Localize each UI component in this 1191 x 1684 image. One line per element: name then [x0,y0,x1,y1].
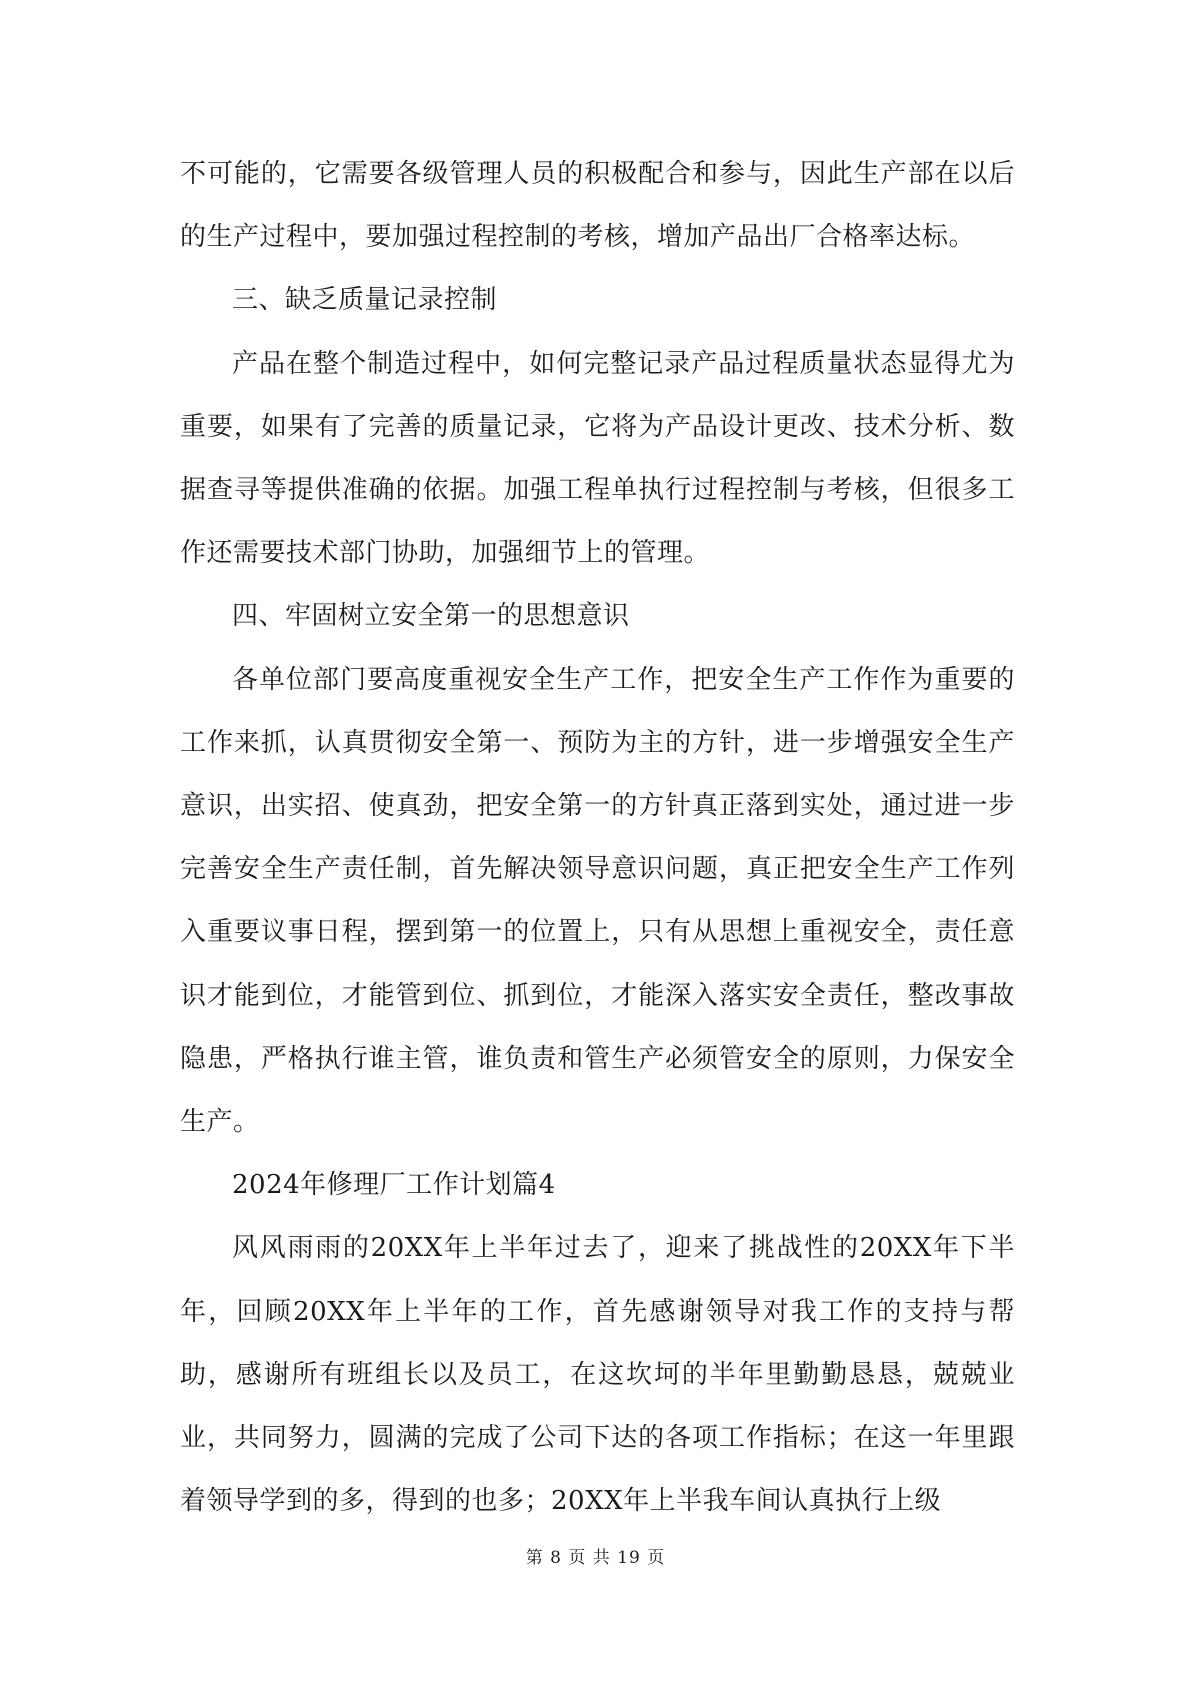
document-body [180,143,1015,1533]
paragraph-quality-records: 产品在整个制造过程中，如何完整记录产品过程质量状态显得尤为重要，如果有了完善的质量记录，它将为产品设计更改、技术分析、数据查寻等提供准确的依据。加强工程单执行过程控制与考核，但很多工作还需要技术部门协助，加强细节上的管理。 [180,348,1015,569]
paragraph-half-year-review: 风风雨雨的20XX年上半年过去了，迎来了挑战性的20XX年下半年，回顾20XX年上半年的工作，首先感谢领导对我工作的支持与帮助，感谢所有班组长以及员工，在这坎坷的半年里勤勤恳恳，兢兢业业，共同努力，圆满的完成了公司下达的各项工作指标；在这一年里跟着领导学到的多，得到的也多；20XX年上半我车间认真执行上级 [180,1233,1015,1517]
paragraph-safety-awareness: 各单位部门要高度重视安全生产工作，把安全生产工作作为重要的工作来抓，认真贯彻安全第一、预防为主的方针，进一步增强安全生产意识，出实招、使真劲，把安全第一的方针真正落到实处，通过进一步完善安全生产责任制，首先解决领导意识问题，真正把安全生产工作列入重要议事日程，摆到第一的位置上，只有从思想上重视安全，责任意识才能到位，才能管到位、抓到位，才能深入落实安全责任，整改事故隐患，严格执行谁主管，谁负责和管生产必须管安全的原则，力保安全生产。 [180,664,1015,1138]
paragraph-continuation: 不可能的，它需要各级管理人员的积极配合和参与，因此生产部在以后的生产过程中，要加强过程控制的考核，增加产品出厂合格率达标。 [180,159,1015,253]
section-heading-quality-records: 三、缺乏质量记录控制 [232,285,498,316]
section-heading-safety-awareness: 四、牢固树立安全第一的思想意识 [232,601,630,632]
page-number-footer: 第 8 页 共 19 页 [525,1548,666,1568]
article-heading-plan-4: 2024年修理厂工作计划篇4 [232,1170,556,1201]
